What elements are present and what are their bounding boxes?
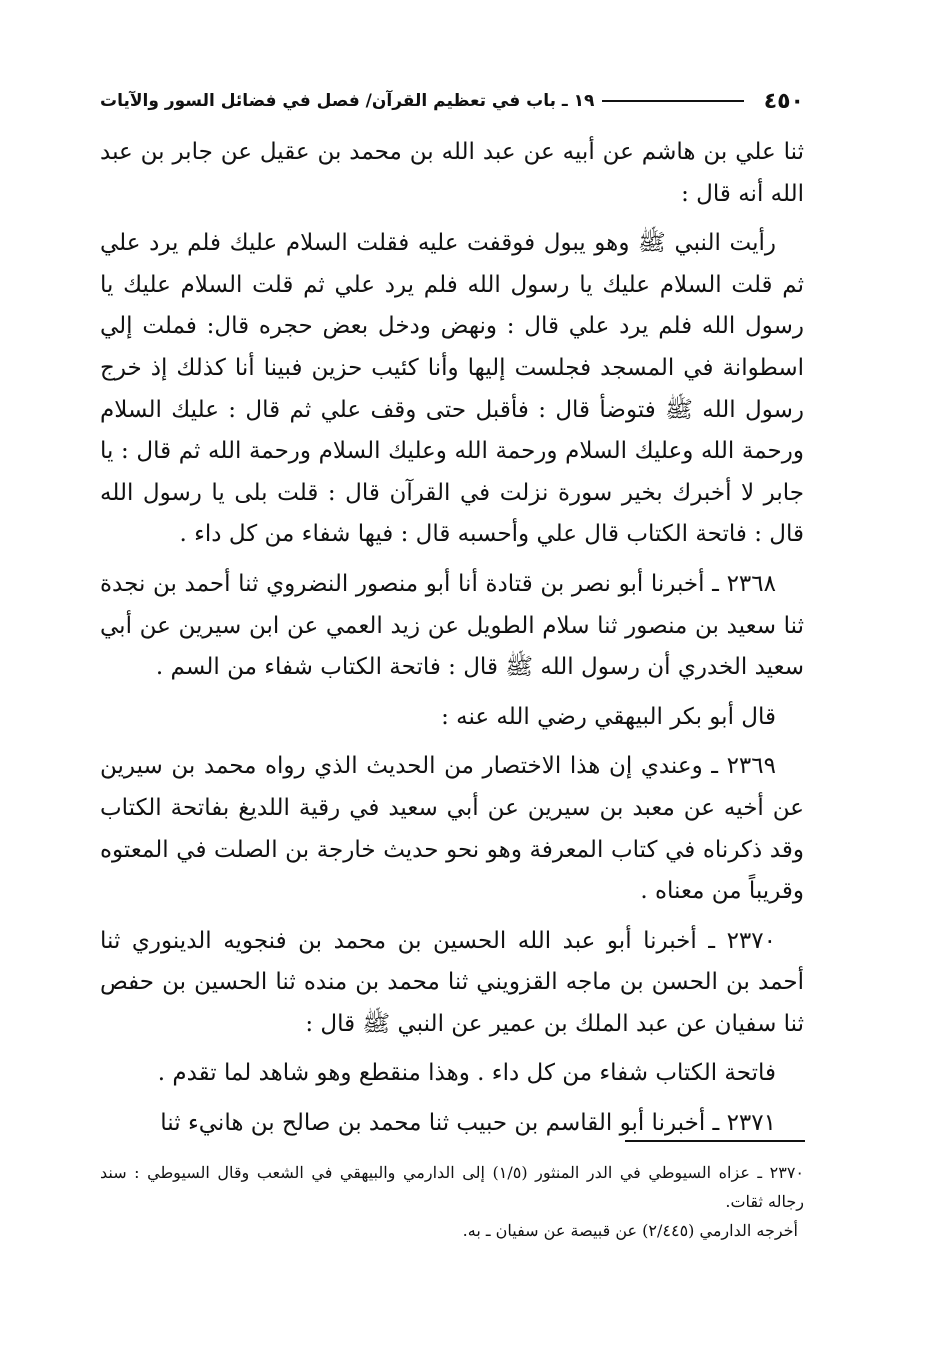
footnote-2370-source: أخرجه الدارمي (٢/٤٤٥) عن قبيصة عن سفيان ـ به. bbox=[462, 1221, 798, 1240]
page-header bbox=[100, 84, 804, 118]
footnote-rule bbox=[625, 1140, 805, 1142]
paragraph-hadith-2368: ٢٣٦٨ ـ أخبرنا أبو نصر بن قتادة أنا أبو منصور النضروي ثنا أحمد بن نجدة ثنا سعيد بن منصور ثنا سلام الطويل عن زيد العمي عن ابن سيرين عن أبي سعيد الخدري أن رسول الله ﷺ قال : فاتحة الكتاب شفاء من السم . bbox=[100, 570, 804, 681]
footnote-2370: ٢٣٧٠ ـ عزاه السيوطي في الدر المنثور (١/٥) إلى الدارمي والبيهقي في الشعب وقال السيوطي : سند رجاله ثقات. bbox=[100, 1163, 805, 1211]
paragraph-continuation: ثنا علي بن هاشم عن أبيه عن عبد الله بن محمد بن عقيل عن جابر بن عبد الله أنه قال : bbox=[100, 139, 804, 207]
paragraph-author-note: قال أبو بكر البيهقي رضي الله عنه : bbox=[441, 703, 776, 730]
main-text bbox=[100, 132, 804, 1153]
page-number: ٤٥٠ bbox=[763, 88, 804, 114]
paragraph-hadith-2370: ٢٣٧٠ ـ أخبرنا أبو عبد الله الحسين بن محمد بن فنجويه الدينوري ثنا أحمد بن الحسن بن ماجه القزويني ثنا محمد بن منده ثنا الحسين بن حفص ثنا سفيان عن عبد الملك بن عمير عن النبي ﷺ قال : bbox=[100, 927, 804, 1037]
paragraph-hadith-text: رأيت النبي ﷺ وهو يبول فوقفت عليه فقلت السلام عليك فلم يرد علي ثم قلت السلام عليك يا رسول الله فلم يرد علي ثم قلت السلام عليك يا رسول الله فلم يرد علي قال : ونهض ودخل بعض حجره قال: فملت إلي اسطوانة في المسجد فجلست إليها وأنا كئيب حزين فبينا أنا كذلك إذ خرج رسول الله ﷺ فتوضأ قال : فأقبل حتى وقف علي ثم قال : عليك السلام ورحمة الله وعليك السلام ورحمة الله وعليك السلام ورحمة الله ثم قال : يا جابر لا أخبرك بخير سورة نزلت في القرآن قال : قلت بلى يا رسول الله قال : فاتحة الكتاب قال علي وأحسبه قال : فيها شفاء من كل داء . bbox=[100, 230, 804, 548]
paragraph-hadith-text-2: فاتحة الكتاب شفاء من كل داء . وهذا منقطع وهو شاهد لما تقدم . bbox=[157, 1060, 776, 1087]
paragraph-hadith-2369: ٢٣٦٩ ـ وعندي إن هذا الاختصار من الحديث الذي رواه محمد بن سيرين عن أخيه عن معبد بن سيرين عن أبي سعيد في رقية اللديغ بفاتحة الكتاب وقد ذكرناه في كتاب المعرفة وهو نحو حديث خارجة بن الصلت في المعتوه وقريباً من معناه . bbox=[100, 753, 804, 905]
paragraph-hadith-2371: ٢٣٧١ ـ أخبرنا أبو القاسم بن حبيب ثنا محمد بن صالح بن هانيء ثنا bbox=[160, 1110, 776, 1137]
running-title: ١٩ ـ باب في تعظيم القرآن/ فصل في فضائل السور والآيات bbox=[100, 91, 595, 111]
footnotes bbox=[100, 1158, 804, 1245]
header-rule bbox=[602, 100, 743, 102]
